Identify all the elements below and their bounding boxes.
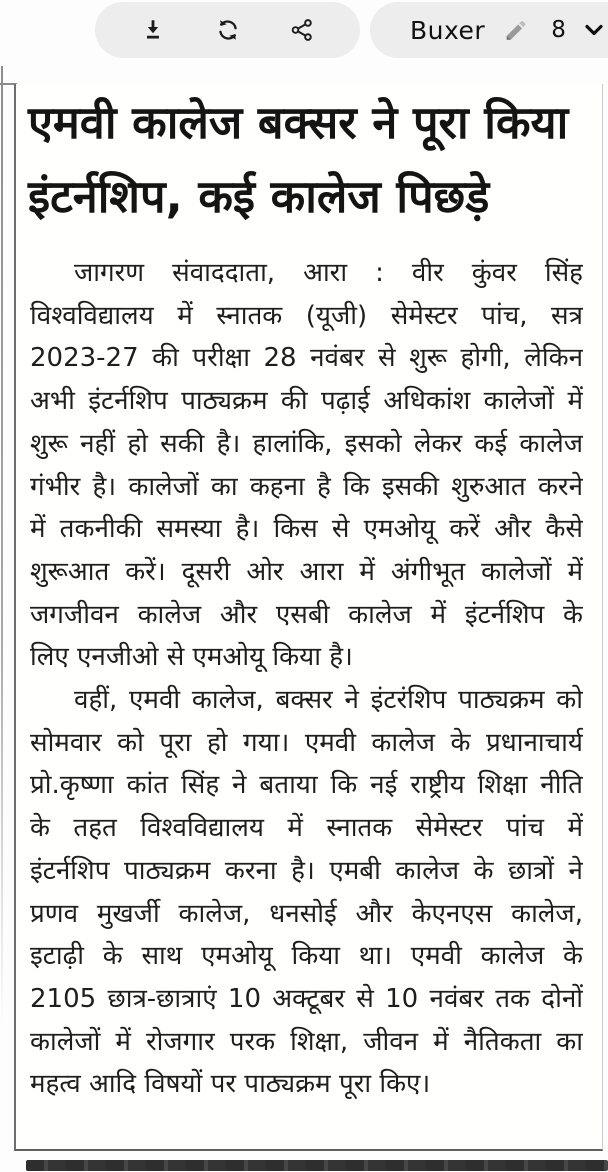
body-line: में तकनीकी समस्या है। किस से एमओयू करें और कैसे [30, 514, 583, 545]
body-line: गंभीर है। कालेजों का कहना है कि इसकी शुरुआत करने [30, 471, 583, 502]
chevron-down-icon[interactable] [582, 18, 606, 42]
scan-edge-line [1, 66, 3, 1026]
body-line: इटाढ़ी के साथ एमओयू किया था। एमवी कालेज के [30, 941, 583, 972]
body-line: जगजीवन कालेज और एसबी कालेज में इंटर्नशिप के [30, 599, 583, 630]
article-body [30, 252, 583, 1106]
body-line: विश्वविद्यालय में स्नातक (यूजी) सेमेस्टर पांच, सत्र [30, 300, 583, 331]
body-line: 2105 छात्र-छात्राएं 10 अक्टूबर से 10 नवंबर तक दोनों [30, 983, 583, 1014]
body-line: प्रो.कृष्णा कांत सिंह ने बताया कि नई राष्ट्रीय शिक्षा नीति [30, 770, 583, 801]
body-line: इंटर्नशिप पाठ्यक्रम करना है। एमबी कालेज के छात्रों ने [30, 855, 583, 886]
body-line: प्रणव मुखर्जी कालेज, धनसोई और केएनएस कालेज, [30, 898, 583, 929]
headline-line: इंटर्नशिप, कई कालेज पिछड़े [28, 170, 490, 223]
toolbar-actions-group [95, 2, 360, 58]
body-line: 2023-27 की परीक्षा 28 नवंबर से शुरू होगी, लेकिन [30, 343, 583, 374]
headline-line: एमवी कालेज बक्सर ने पूरा किया [28, 96, 569, 149]
body-line: के तहत विश्वविद्यालय में स्नातक सेमेस्टर पांच में [30, 813, 583, 844]
location-selector[interactable] [370, 2, 608, 58]
pencil-icon[interactable] [499, 13, 533, 47]
body-line: शुरूआत करें। दूसरी ओर आरा में अंगीभूत कालेजों में [30, 556, 583, 587]
article-headline [28, 86, 576, 234]
body-line: शुरू नहीं हो सकी है। हालांकि, इसको लेकर कई कालेज [30, 428, 583, 459]
next-article-edge [26, 1160, 608, 1171]
body-line: कालेजों में रोजगार परक शिक्षा, जीवन में नैतिकता का [30, 1026, 583, 1057]
location-label: Buxer [410, 15, 486, 45]
body-line: लिए एनजीओ से एमओयू किया है। [30, 642, 353, 673]
body-line: जागरण संवाददाता, आरा : वीर कुंवर सिंह [74, 258, 583, 288]
body-line: महत्व आदि विषयों पर पाठ्यक्रम पूरा किए। [30, 1069, 431, 1100]
share-icon[interactable] [285, 13, 319, 47]
page-number: 8 [551, 17, 566, 43]
body-line: अभी इंटर्नशिप पाठ्यक्रम की पढ़ाई अधिकांश कालेजों में [30, 386, 583, 417]
body-line: सोमवार को पूरा हो गया। एमवी कालेज के प्रधानाचार्य [30, 727, 583, 758]
body-line: वहीं, एमवी कालेज, बक्सर ने इंटरंशिप पाठ्यक्रम को [74, 685, 583, 716]
refresh-icon[interactable] [211, 13, 245, 47]
download-icon[interactable] [136, 13, 170, 47]
